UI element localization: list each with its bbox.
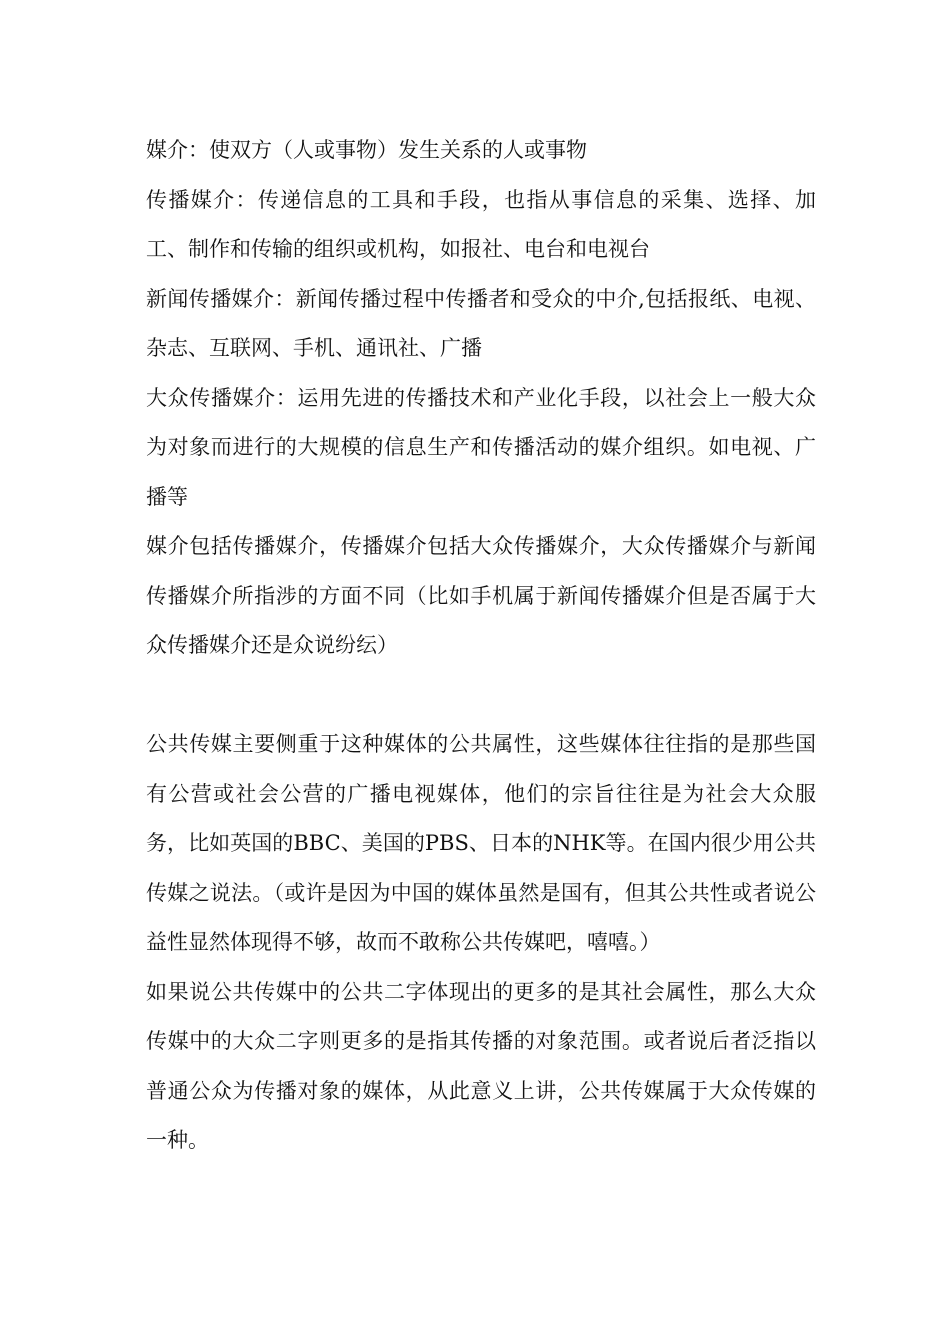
paragraph-media-relationship: 媒介包括传播媒介，传播媒介包括大众传播媒介，大众传播媒介与新闻传播媒介所指涉的方面不同（比如手机属于新闻传播媒介但是否属于大众传播媒介还是众说纷纭） (146, 534, 816, 657)
paragraph-public-media: 公共传媒主要侧重于这种媒体的公共属性，这些媒体往往指的是那些国有公营或社会公营的广播电视媒体，他们的宗旨往往是为社会大众服务，比如英国的BBC、美国的PBS、日本的NHK等。在国内很少用公共传媒之说法。（或许是因为中国的媒体虽然是国有，但其公共性或者说公益性显然体现得不够，故而不敢称公共传媒吧，嘻嘻。） (146, 732, 816, 954)
document-body (146, 126, 816, 1166)
paragraph-news-media: 新闻传播媒介：新闻传播过程中传播者和受众的中介,包括报纸、电视、杂志、互联网、手机、通讯社、广播 (146, 286, 816, 360)
paragraph-public-vs-mass: 如果说公共传媒中的公共二字体现出的更多的是其社会属性，那么大众传媒中的大众二字则更多的是指其传播的对象范围。或者说后者泛指以普通公众为传播对象的媒体，从此意义上讲，公共传媒属于大众传媒的一种。 (146, 979, 816, 1152)
paragraph-media-definition: 媒介：使双方（人或事物）发生关系的人或事物 (146, 138, 587, 162)
paragraph-communication-media: 传播媒介：传递信息的工具和手段，也指从事信息的采集、选择、加工、制作和传输的组织或机构，如报社、电台和电视台 (146, 187, 816, 261)
paragraph-spacer (146, 671, 816, 721)
paragraph-mass-media: 大众传播媒介：运用先进的传播技术和产业化手段，以社会上一般大众为对象而进行的大规模的信息生产和传播活动的媒介组织。如电视、广播等 (146, 385, 816, 509)
